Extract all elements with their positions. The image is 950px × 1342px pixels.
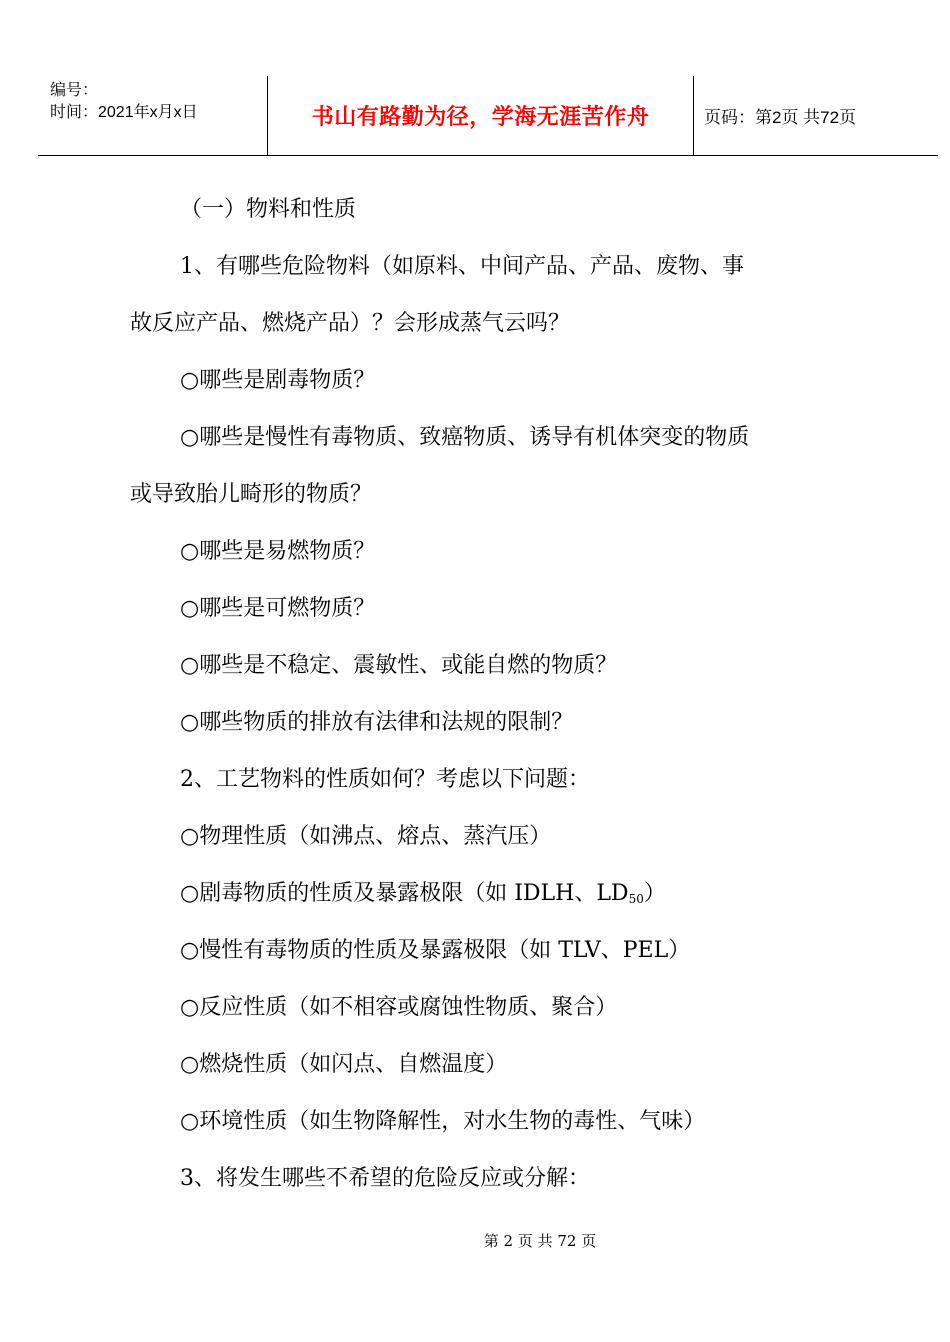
acute-limits-end: ） — [643, 881, 666, 906]
document-body — [130, 181, 850, 1207]
item-toxic: ○哪些是剧毒物质？ — [180, 368, 376, 393]
item-unstable: ○哪些是不稳定、震敏性、或能自燃的物质？ — [180, 653, 618, 678]
question-1-line-2: 故反应产品、燃烧产品）？会形成蒸气云吗？ — [130, 311, 571, 336]
header-page-info: 页码：第2页 共72页 — [704, 108, 857, 127]
item-flammable: ○哪些是易燃物质？ — [180, 539, 376, 564]
question-3: 3、将发生哪些不希望的危险反应或分解： — [180, 1166, 590, 1191]
header-motto: 书山有路勤为径，学海无涯苦作舟 — [311, 104, 650, 129]
item-chronic-line-2: 或导致胎儿畸形的物质？ — [130, 482, 373, 507]
item-combustible: ○哪些是可燃物质？ — [180, 596, 376, 621]
item-physical: ○物理性质（如沸点、熔点、蒸汽压） — [180, 824, 552, 849]
header-meta — [38, 76, 268, 155]
acute-limits-text: ○剧毒物质的性质及暴露极限（如 IDLH、LD — [180, 881, 629, 906]
footer-page-number: 第 2 页 共 72 页 — [483, 1232, 597, 1250]
item-regulated: ○哪些物质的排放有法律和法规的限制？ — [180, 710, 574, 735]
ld-subscript: 50 — [628, 892, 644, 906]
header-page-cell — [694, 76, 938, 155]
section-heading: （一）物料和性质 — [180, 197, 357, 222]
item-environmental: ○环境性质（如生物降解性，对水生物的毒性、气味） — [180, 1109, 706, 1134]
time-label: 时间：2021年x月x日 — [50, 104, 198, 121]
question-1-line-1: 1、有哪些危险物料（如原料、中间产品、产品、废物、事 — [180, 254, 744, 279]
document-header — [38, 76, 938, 156]
page-footer — [0, 1230, 950, 1251]
item-chronic-line-1: ○哪些是慢性有毒物质、致癌物质、诱导有机体突变的物质 — [180, 425, 750, 450]
item-reactive: ○反应性质（如不相容或腐蚀性物质、聚合） — [180, 995, 618, 1020]
item-chronic-limits: ○慢性有毒物质的性质及暴露极限（如 TLV、PEL） — [180, 938, 691, 963]
item-acute-limits — [130, 865, 850, 922]
serial-label: 编号： — [50, 82, 99, 99]
header-motto-cell — [268, 76, 694, 155]
item-combustion: ○燃烧性质（如闪点、自燃温度） — [180, 1052, 508, 1077]
question-2: 2、工艺物料的性质如何？考虑以下问题： — [180, 767, 590, 792]
